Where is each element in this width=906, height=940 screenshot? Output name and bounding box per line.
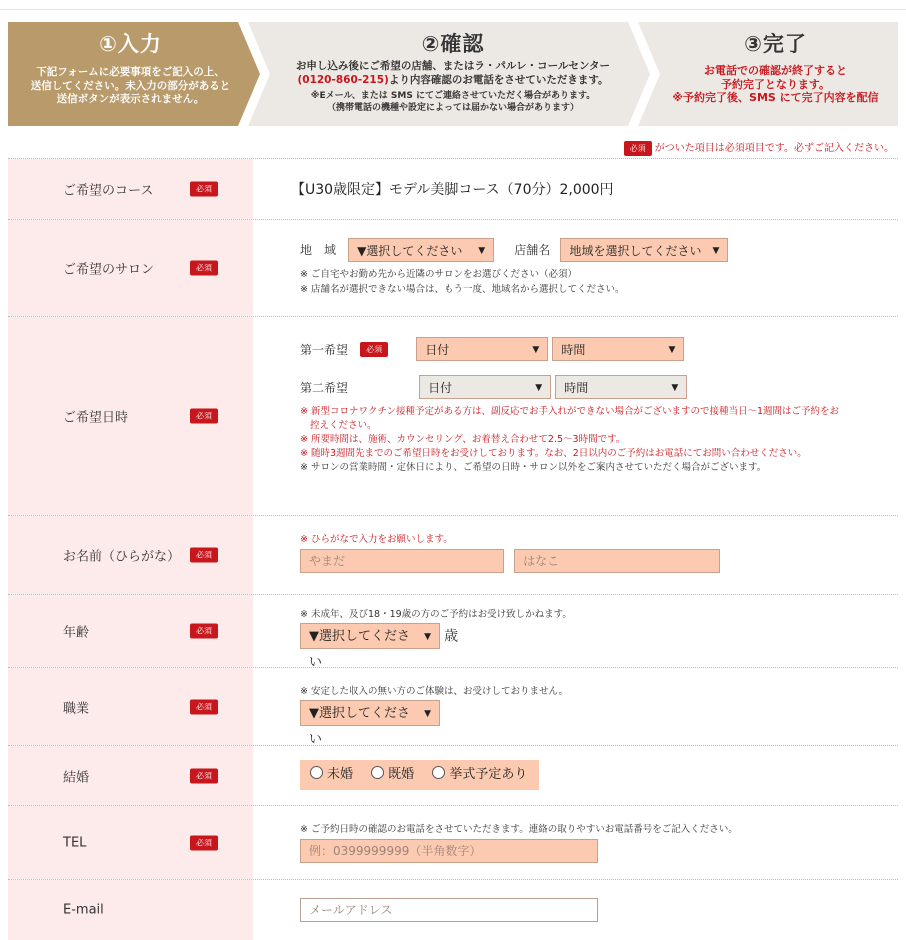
required-badge: 必須 [190,624,218,639]
reservation-form [8,158,898,940]
datetime-note: ※ 新型コロナワクチン接種予定がある方は、副反応でお手入れができない場合がございますので接種当日〜1週間はご予約をお [300,406,840,417]
age-suffix: 歳 [444,628,459,645]
row-salon [8,219,898,316]
row-name [8,515,898,594]
age-label: 年齢 [63,625,90,641]
step2-title: ②確認 [421,32,485,56]
required-badge: 必須 [190,409,218,424]
job-note: ※ 安定した収入の無い方のご体験は、お受けしておりません。 [300,686,569,697]
datetime-note: ※ 所要時間は、施術、カウンセリング、お着替え合わせて2.5〜3時間です。 [300,434,626,445]
tel-note: ※ ご予約日時の確認のお電話をさせていただきます。連絡の取りやすいお電話番号をご記入ください。 [300,824,738,835]
job-label: 職業 [63,701,90,716]
call-center-phone: (0120-860-215) [297,73,389,86]
step3-line: と [836,64,847,77]
email-input[interactable]: メールアドレス [300,898,598,922]
required-badge: 必須 [360,342,388,357]
first-date-select[interactable]: 日付 ▼ [416,337,548,361]
job-select[interactable]: ▼選択してください ▼ [300,700,440,726]
top-divider [0,0,906,10]
name-label: お名前（ひらがな） [63,549,181,565]
required-badge: 必須 [190,182,218,197]
marriage-radio-group [300,760,539,790]
course-value: 【U30歳限定】モデル美脚コース（70分）2,000円 [291,182,614,198]
row-datetime [8,316,898,515]
store-select[interactable]: 地域を選択してください ▼ [560,238,728,262]
required-note [0,139,894,157]
step3-line: ※予約完了後、SMS にて完了内容を配信 [672,91,879,104]
datetime-note: ※ サロンの営業時間・定休日により、ご希望の日時・サロン以外をご案内させていただく場合がございます。 [300,462,767,473]
row-tel [8,805,898,879]
required-badge: 必須 [190,548,218,563]
chevron-down-icon: ▼ [668,345,676,355]
course-label: ご希望のコース [63,183,154,199]
required-badge: 必須 [190,768,218,783]
chevron-down-icon: ▼ [532,345,540,355]
step3-line: お電話での確認が終了する [704,64,836,77]
required-badge: 必須 [190,261,218,276]
store-label: 店舗名 [514,242,551,257]
chevron-down-icon: ▼ [424,632,431,642]
step3-line: 予約完了となります。 [720,77,831,91]
step2-line1: お申し込み後にご希望の店舗、またはラ・パルレ・コールセンター [295,60,611,72]
row-email [8,879,898,940]
marriage-label: 結婚 [63,770,90,785]
step-confirm [263,22,643,126]
chevron-down-icon: ▼ [424,709,431,719]
radio-circle-icon [310,766,323,779]
age-select[interactable]: ▼選択してください ▼ [300,623,440,649]
radio-unmarried[interactable]: 未婚 [308,767,353,782]
chevron-down-icon: ▼ [671,383,679,393]
radio-married[interactable]: 既婚 [369,767,414,782]
step-input [8,22,253,126]
chevron-down-icon: ▼ [535,383,543,393]
name-note: ※ ひらがなで入力をお願いします。 [300,534,453,545]
first-choice-label: 第一希望 [300,342,349,357]
datetime-note: 控えください。 [310,420,377,431]
salon-label: ご希望のサロン [63,262,155,278]
step1-title: ①入力 [99,32,162,56]
required-badge: 必須 [190,699,218,714]
step2-line2: より内容確認のお電話をさせていただきます。 [388,73,609,86]
radio-circle-icon [371,766,384,779]
salon-note: ※ ご自宅やお勤め先から近隣のサロンをお選びください（必須） [300,269,577,280]
step2-note1: ※Eメール、または SMS にてご連絡させていただく場合があります。 [310,91,596,101]
step1-line: 送信ボタンが表示されません。 [56,93,205,105]
chevron-down-icon: ▼ [478,246,486,256]
progress-steps [8,22,898,126]
age-note: ※ 未成年、及び18・19歳の方のご予約はお受け致しかねます。 [300,609,572,620]
radio-wedding-planned[interactable]: 挙式予定あり [430,767,527,782]
datetime-note: ※ 随時3週間先までのご希望日時をお受けしております。なお、2日以内のご予約はお電話にてお問い合わせください。 [300,448,807,459]
row-age [8,594,898,670]
region-label: 地 域 [300,242,337,257]
second-choice-label: 第二希望 [300,380,349,395]
chevron-down-icon: ▼ [712,246,720,256]
first-time-select[interactable]: 時間 ▼ [552,337,684,361]
last-name-input[interactable]: やまだ [300,549,504,573]
tel-label: TEL [63,835,87,850]
datetime-label: ご希望日時 [63,410,129,426]
region-select[interactable]: ▼選択してください ▼ [348,238,494,262]
email-label: E-mail [63,902,104,918]
row-course [8,158,898,219]
required-badge: 必須 [624,141,652,156]
second-date-select[interactable]: 日付 ▼ [419,375,551,399]
required-badge: 必須 [190,835,218,850]
step1-line: 下記フォームに必要事項をご記入の上、 [36,66,225,78]
tel-input[interactable]: 例：0399999999（半角数字） [300,839,598,863]
row-job [8,667,898,745]
step1-line: 送信してください。未入力の部分があると [30,79,231,92]
row-marriage [8,745,898,805]
second-time-select[interactable]: 時間 ▼ [555,375,687,399]
step2-note2: （携帯電話の機種や設定によっては届かない場合があります） [326,103,579,113]
step-complete [653,22,898,126]
radio-circle-icon [432,766,445,779]
salon-note: ※ 店舗名が選択できない場合は、もう一度、地域名から選択してください。 [300,284,625,295]
first-name-input[interactable]: はなこ [514,549,720,573]
required-note-text: がついた項目は必須項目です。必ずご記入ください。 [654,143,894,154]
step3-title: ③完了 [744,32,807,56]
